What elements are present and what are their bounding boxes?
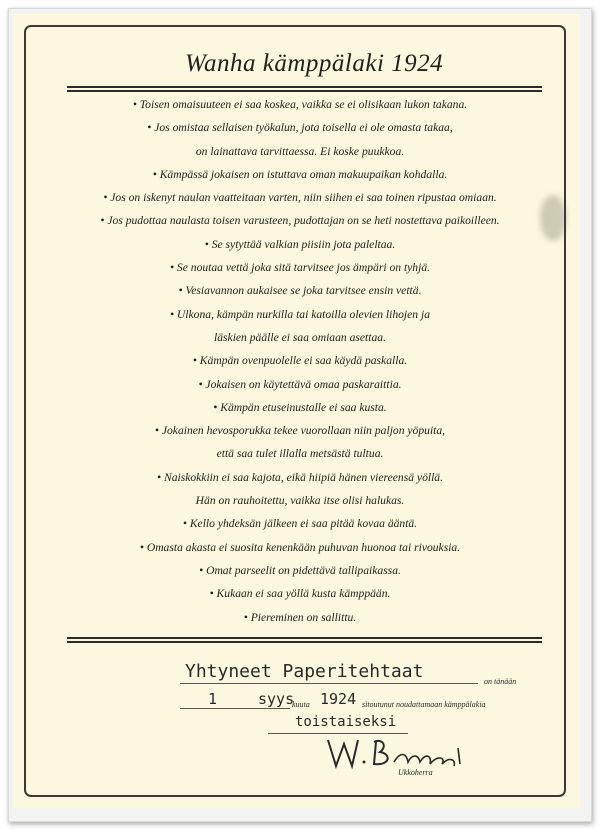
- year-handwritten: 1924: [320, 690, 357, 708]
- rule-line: • Omasta akasta ei suosita kenenkään puhuvan huonoa tai rivouksia.: [139, 540, 461, 554]
- rule-line: että saa tulet illalla metsästä tultua.: [216, 447, 384, 461]
- printed-sitoutunut: sitoutunut noudattamaan kämppälakia: [362, 700, 486, 709]
- title-rule-top: [67, 86, 542, 88]
- rule-line: • Omat parseelit on pidettävä tallipaikassa.: [199, 563, 401, 577]
- printed-kuuta: kuuta: [292, 700, 310, 709]
- rule-line: • Jokainen hevosporukka tekee vuorollaan niin paljon yöpuita,: [154, 424, 446, 438]
- signature: [322, 734, 472, 774]
- rule-line: • Piereminen on sallittu.: [243, 610, 357, 624]
- rule-line: • Ulkona, kämpän nurkilla tai katoilla olevien lihojen ja: [169, 307, 431, 321]
- rule-line: on lainattava tarvittaessa. Ei koske puukkoa.: [195, 144, 405, 158]
- rule-line: • Jokaisen on käytettävä omaa paskaraittia.: [198, 377, 402, 391]
- company-line: [180, 683, 478, 684]
- printed-on-tanaan: on tänään: [484, 677, 517, 686]
- rule-line: • Kämpän ovenpuolelle ei saa käydä paskalla.: [192, 354, 408, 368]
- rule-line: Hän on rauhoitettu, vaikka itse olisi halukas.: [195, 494, 405, 508]
- day-handwritten: 1: [208, 690, 218, 708]
- document-title: Wanha kämppälaki 1924: [185, 50, 444, 77]
- rule-line: • Jos pudottaa naulasta toisen varusteen, pudottajan on se heti nostettava paikoilleen.: [100, 214, 500, 228]
- footer-rule-bottom: [67, 641, 542, 643]
- rule-line: • Kämpän etuseinustalle ei saa kusta.: [213, 400, 387, 414]
- rule-line: • Jos on iskenyt naulan vaatteitaan varten, niin siihen ei saa toinen ripustaa omiaan.: [103, 191, 497, 205]
- rule-line: • Se sytyttää valkian piisiin jota paleltaa.: [204, 237, 396, 251]
- rule-line: • Kello yhdeksän jälkeen ei saa pitää kovaa ääntä.: [182, 517, 418, 531]
- rule-line: • Kukaan ei saa yöllä kusta kämppään.: [209, 587, 391, 601]
- date-line: [180, 708, 290, 709]
- footer-rule-top: [67, 637, 542, 639]
- rule-line: • Jos omistaa sellaisen työkalun, jota toisella ei ole omasta takaa,: [147, 121, 453, 135]
- company-handwritten: Yhtyneet Paperitehtaat: [185, 661, 424, 682]
- rule-line: • Se noutaa vettä joka sitä tarvitsee jos ämpäri on tyhjä.: [169, 261, 431, 275]
- rules-list: [40, 93, 560, 629]
- month-handwritten: syys: [258, 690, 295, 708]
- duration-handwritten: toistaiseksi: [295, 714, 397, 730]
- rule-line: • Toisen omaisuuteen ei saa koskea, vaikka se ei olisikaan lukon takana.: [132, 98, 468, 111]
- rule-line: • Naiskokkiin ei saa kajota, eikä hiipiä hänen viereensä yöllä.: [157, 470, 443, 484]
- rule-line: • Vesiavannon aukaisee se joka tarvitsee ensin vettä.: [178, 284, 422, 298]
- rule-line: läskien päälle ei saa omiaan asettaa.: [214, 330, 386, 344]
- title-rule-bottom: [67, 90, 542, 92]
- signer-title: Ukkoherra: [398, 768, 433, 777]
- rule-line: • Kämpässä jokaisen on istuttava oman makuupaikan kohdalla.: [152, 167, 448, 181]
